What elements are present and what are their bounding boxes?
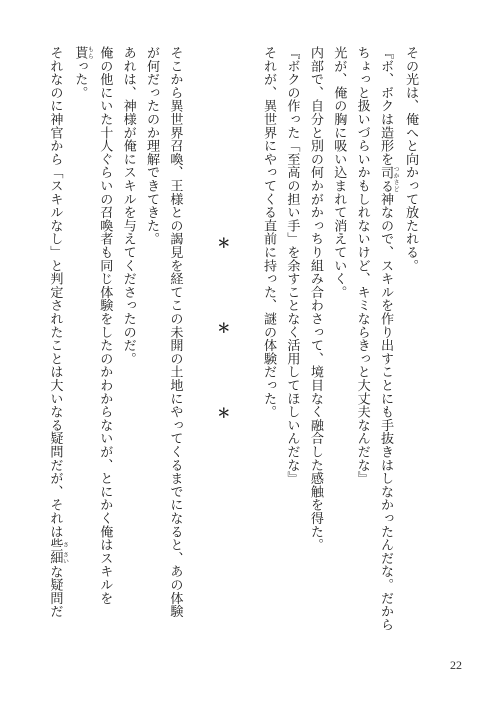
text-line: そこから異世界召喚、王様との謁見を経てこの未開の土地にやってくるまでになると、あの体験 <box>167 46 183 618</box>
text-segment: 『ボ、ボクは造形を <box>378 46 394 166</box>
ruby-reading: もら <box>86 46 94 60</box>
text-line: が何だったのか理解できてきた。 <box>144 46 160 246</box>
text-line: 『ボクの作った「至高の担い手」を余すことなく活用してほしいんだな』 <box>284 46 300 485</box>
blank-line <box>186 46 209 648</box>
ruby-reading: さい <box>61 551 69 565</box>
text-segment: った。 <box>72 59 88 100</box>
text-segment: な疑問だ <box>47 564 63 618</box>
ruby-base: 些 <box>47 538 63 552</box>
text-line: 内部で、自分と別の何かがかっちり組み合わさって、境目なく融合した感触を得た。 <box>307 46 323 552</box>
text-line <box>43 46 68 648</box>
text-line <box>374 46 399 648</box>
ruby-base: 細 <box>47 551 63 565</box>
ruby-reading: さ <box>61 538 69 552</box>
blank-line <box>233 46 256 648</box>
ruby-tsukasadoru <box>378 165 400 193</box>
page-number: 22 <box>450 658 462 672</box>
ruby-sa <box>47 538 69 552</box>
vertical-text-body <box>43 46 422 648</box>
separator-asterisks: ＊＊＊ <box>214 236 230 492</box>
text-line: 光が、俺の胸に吸い込まれて消えていく。 <box>331 46 347 299</box>
text-line: あれは、神様が俺にスキルを与えてくださったのだ。 <box>120 46 136 366</box>
ruby-base: 司る <box>378 165 394 193</box>
ruby-reading: つかさど <box>392 165 400 193</box>
text-line <box>68 46 93 648</box>
text-line: 俺の他にいた十人ぐらいの召喚者も同じ体験をしたのかわからないが、とにかく俺はスキルを <box>97 46 113 605</box>
ruby-morau <box>72 46 94 60</box>
text-line: それが、異世界にやってくる直前に持った、謎の体験だった。 <box>261 46 277 419</box>
section-separator <box>210 46 233 648</box>
text-line: ちょっと扱いづらいかもしれないけど、キミならきっと大丈夫なんだな』 <box>354 46 370 485</box>
ruby-sai <box>47 551 69 565</box>
text-segment: 神なので、スキルを作り出すことにも手抜きはしなかったんだな。だから <box>378 192 394 632</box>
ruby-base: 貰 <box>72 46 88 60</box>
text-segment: それなのに神官から「スキルなし」と判定されたことは大いなる疑問だが、それは <box>47 46 63 539</box>
text-line: その光は、俺へと向かって放たれる。 <box>403 46 418 273</box>
